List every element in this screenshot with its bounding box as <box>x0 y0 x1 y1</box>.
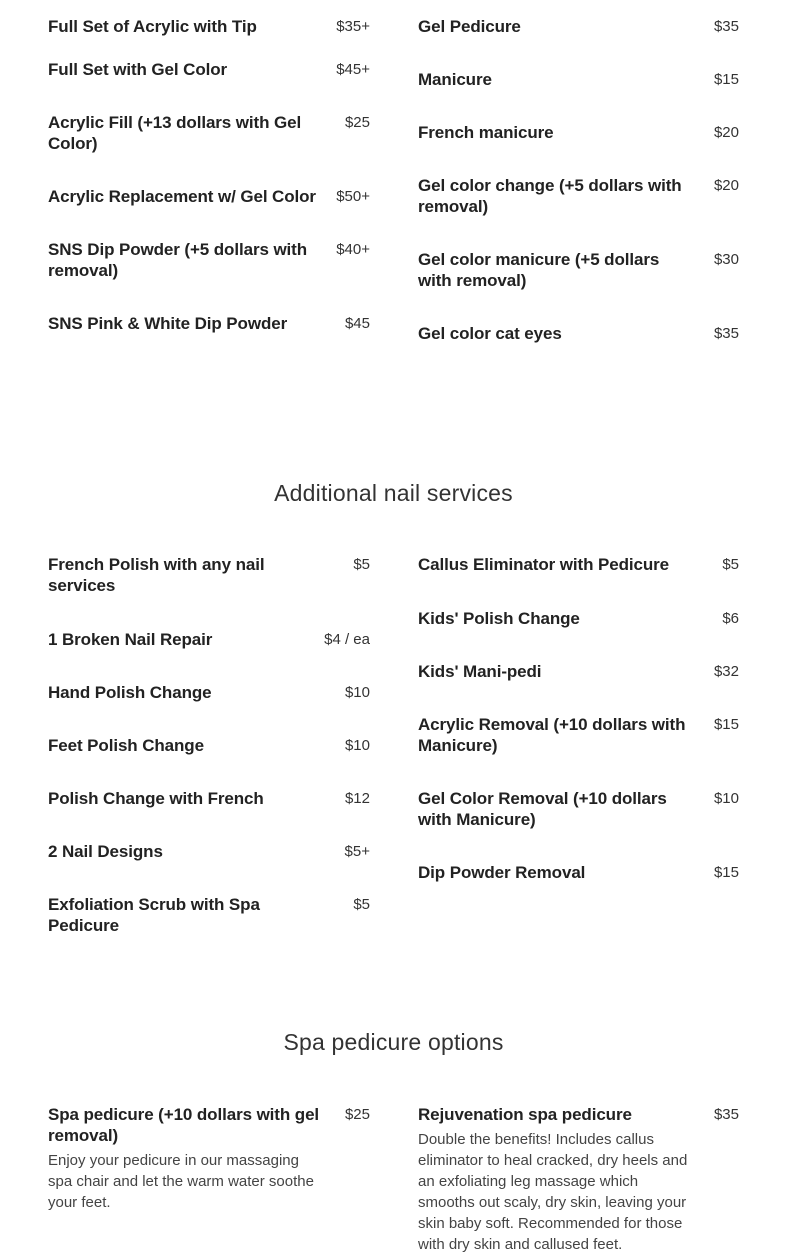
item-price: $35 <box>713 325 739 342</box>
item-description: Double the benefits! Includes callus eliminator to heal cracked, dry heels and an exfoliating leg massage which smooths out scaly, dry skin, leaving your skin baby soft. Recommended for those with dry skin and callused feet. <box>418 1131 688 1253</box>
menu-item <box>48 841 370 862</box>
item-price: $40+ <box>336 241 370 258</box>
menu-item <box>48 788 370 809</box>
item-name: Gel color manicure (+5 dollars with removal) <box>418 250 660 290</box>
section1-left-column <box>48 16 370 356</box>
item-price: $50+ <box>336 188 370 205</box>
item-name: Acrylic Fill (+13 dollars with Gel Color) <box>48 113 302 153</box>
menu-item <box>418 862 739 883</box>
item-name: Polish Change with French <box>48 789 264 808</box>
menu-item <box>418 714 739 756</box>
item-price: $4 / ea <box>324 631 370 648</box>
section-title: Additional nail services <box>274 480 513 506</box>
item-name: Kids' Polish Change <box>418 609 580 628</box>
item-name: Rejuvenation spa pedicure <box>418 1105 632 1124</box>
item-price: $32 <box>713 663 739 680</box>
item-name: Dip Powder Removal <box>418 863 586 882</box>
item-name: Feet Polish Change <box>48 736 204 755</box>
menu-item <box>48 894 370 936</box>
item-name: Gel Color Removal (+10 dollars with Manicure) <box>418 789 667 829</box>
item-name: Full Set of Acrylic with Tip <box>48 17 257 36</box>
item-name: Gel color change (+5 dollars with removal) <box>418 176 682 216</box>
menu-item <box>418 16 739 37</box>
item-description: Enjoy your pedicure in our massaging spa chair and let the warm water soothe your feet. <box>48 1152 314 1211</box>
menu-item <box>48 629 370 650</box>
item-price: $25 <box>344 114 370 131</box>
item-price: $20 <box>713 177 739 194</box>
menu-item <box>48 112 370 154</box>
item-price: $5 <box>353 896 370 913</box>
item-price: $10 <box>713 790 739 807</box>
item-name: SNS Pink & White Dip Powder <box>48 314 288 333</box>
item-price: $15 <box>713 716 739 733</box>
section3-right-column <box>418 1104 739 1253</box>
menu-item <box>418 554 739 575</box>
item-price: $5+ <box>344 843 370 860</box>
item-name: 2 Nail Designs <box>48 842 163 861</box>
section1-right-column <box>418 16 739 366</box>
section-title: Spa pedicure options <box>283 1029 504 1055</box>
menu-item <box>418 323 739 344</box>
item-price: $6 <box>722 610 739 627</box>
menu-item <box>48 59 370 80</box>
item-name: French Polish with any nail services <box>48 555 265 595</box>
menu-item <box>418 175 739 217</box>
item-price: $35 <box>713 18 739 35</box>
item-name: Hand Polish Change <box>48 683 212 702</box>
item-name: Acrylic Replacement w/ Gel Color <box>48 187 316 206</box>
item-price: $45+ <box>336 61 370 78</box>
item-price: $20 <box>713 124 739 141</box>
menu-item <box>418 608 739 629</box>
item-name: Acrylic Removal (+10 dollars with Manicure) <box>418 715 686 755</box>
item-price: $35 <box>713 1106 739 1123</box>
item-price: $10 <box>344 737 370 754</box>
item-name: French manicure <box>418 123 554 142</box>
item-name: Full Set with Gel Color <box>48 60 228 79</box>
item-name: Gel Pedicure <box>418 17 521 36</box>
item-price: $10 <box>344 684 370 701</box>
item-price: $25 <box>344 1106 370 1123</box>
item-name: Exfoliation Scrub with Spa Pedicure <box>48 895 260 935</box>
menu-item <box>48 16 370 37</box>
menu-item <box>48 1104 370 1213</box>
item-price: $45 <box>344 315 370 332</box>
item-name: 1 Broken Nail Repair <box>48 630 213 649</box>
item-price: $35+ <box>336 18 370 35</box>
section2-left-column <box>48 554 370 958</box>
item-name: Gel color cat eyes <box>418 324 562 343</box>
menu-item <box>418 69 739 90</box>
menu-item <box>418 661 739 682</box>
item-name: Callus Eliminator with Pedicure <box>418 555 670 574</box>
menu-item <box>48 735 370 756</box>
item-name: Kids' Mani-pedi <box>418 662 542 681</box>
item-price: $30 <box>713 251 739 268</box>
item-name: SNS Dip Powder (+5 dollars with removal) <box>48 240 308 280</box>
item-price: $5 <box>353 556 370 573</box>
menu-item <box>48 313 370 334</box>
menu-item <box>48 682 370 703</box>
item-name: Spa pedicure (+10 dollars with gel removal) <box>48 1105 320 1145</box>
menu-item <box>418 122 739 143</box>
menu-item <box>48 554 370 596</box>
menu-item <box>48 239 370 281</box>
menu-item <box>418 249 739 291</box>
item-price: $5 <box>722 556 739 573</box>
section3-left-column <box>48 1104 370 1235</box>
menu-item <box>418 788 739 830</box>
item-price: $15 <box>713 71 739 88</box>
menu-item <box>418 1104 739 1253</box>
item-price: $12 <box>344 790 370 807</box>
item-price: $15 <box>713 864 739 881</box>
menu-item <box>48 186 370 207</box>
section2-right-column <box>418 554 739 905</box>
item-name: Manicure <box>418 70 492 89</box>
